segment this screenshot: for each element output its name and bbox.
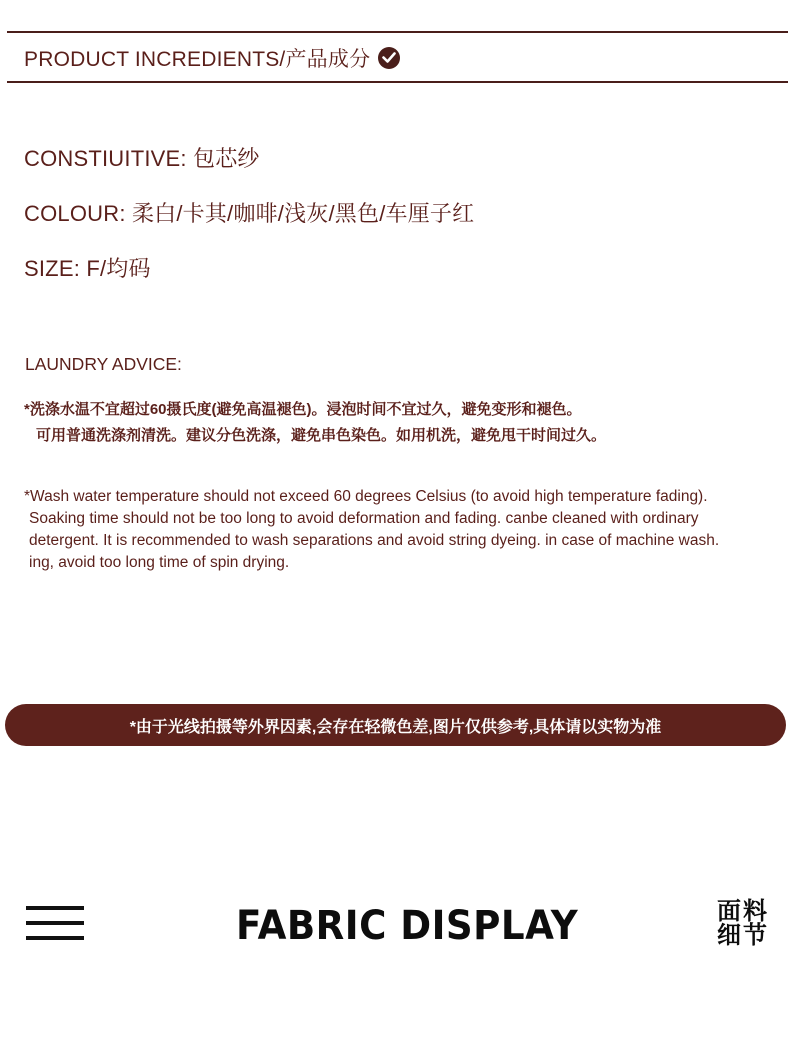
fabric-detail-label — [715, 900, 771, 948]
fabric-display-title: FABRIC DISPLAY — [236, 903, 579, 949]
notice-bar — [5, 704, 786, 746]
top-divider — [7, 31, 788, 33]
section-title — [24, 45, 400, 71]
menu-line — [26, 906, 84, 910]
check-circle-icon — [378, 47, 400, 69]
notice-text: *由于光线拍摄等外界因素,会存在轻微色差,图片仅供参考,具体请以实物为准 — [129, 718, 662, 736]
menu-line — [26, 921, 84, 925]
fabric-cn-line1: 面料 — [717, 898, 769, 925]
menu-icon[interactable] — [26, 906, 84, 940]
menu-line — [26, 936, 84, 940]
spec-colour: COLOUR: 柔白/卡其/咖啡/浅灰/黑色/车厘子红 — [24, 201, 475, 226]
laundry-title: LAUNDRY ADVICE: — [25, 354, 182, 374]
laundry-en-block — [24, 486, 784, 574]
laundry-cn-line: *洗涤水温不宜超过60摄氏度(避免高温褪色)。浸泡时间不宜过久，避免变形和褪色。 — [24, 401, 582, 418]
laundry-en-line: *Wash water temperature should not exceed 60 degrees Celsius (to avoid high temperature fading). — [24, 488, 708, 505]
laundry-en-line: Soaking time should not be too long to avoid deformation and fading. canbe cleaned with ordinary — [29, 510, 699, 527]
section-title-text: PRODUCT INCREDIENTS/产品成分 — [24, 48, 371, 71]
fabric-cn-line2: 细节 — [717, 922, 769, 949]
laundry-en-line: detergent. It is recommended to wash separations and avoid string dyeing. in case of machine wash. — [29, 532, 720, 549]
spec-constituitive: CONSTIUITIVE: 包芯纱 — [24, 146, 260, 171]
bottom-divider — [7, 81, 788, 83]
laundry-en-line: ing, avoid too long time of spin drying. — [29, 554, 290, 571]
spec-size: SIZE: F/均码 — [24, 256, 151, 281]
laundry-cn-line: 可用普通洗涤剂清洗。建议分色洗涤，避免串色染色。如用机洗，避免甩干时间过久。 — [36, 427, 607, 444]
